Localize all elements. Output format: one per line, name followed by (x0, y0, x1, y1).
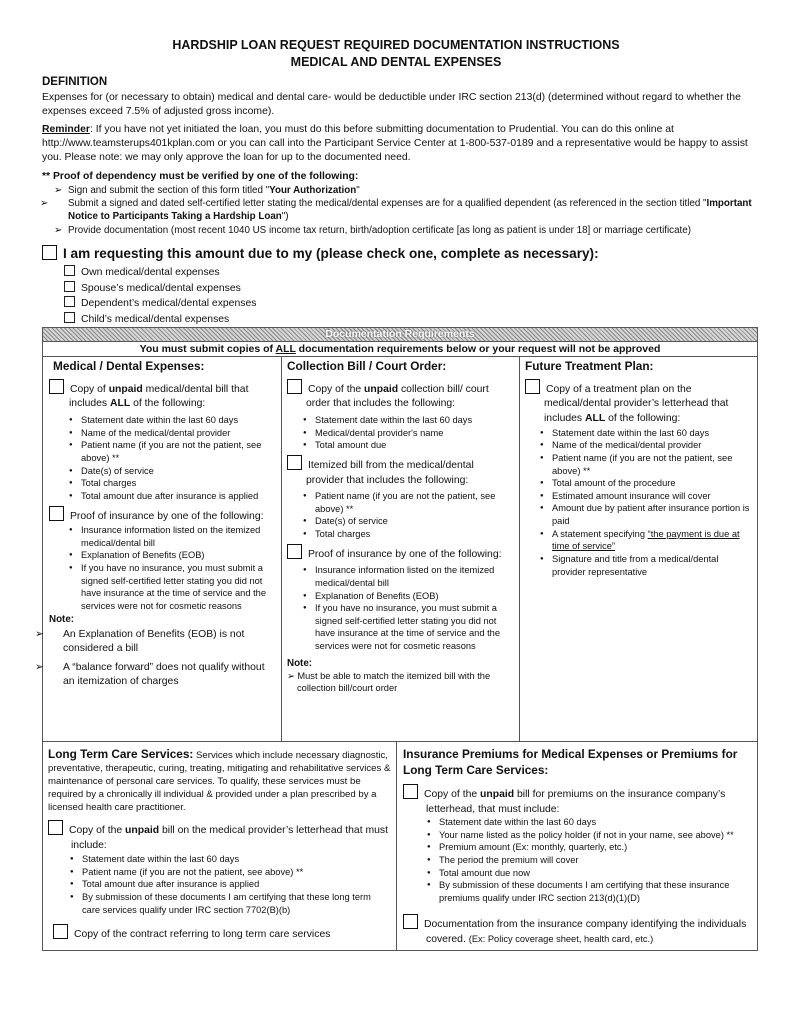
medical-proof: Proof of insurance by one of the following: (49, 506, 277, 525)
collection-itemized-bullets: ● Patient name (if you are not the patient, see above) ** ● Date(s) of service ● Total charges (303, 490, 513, 541)
medical-includes: includes ALL of the following: (69, 398, 206, 410)
arrow-icon: ➢ (54, 224, 63, 236)
long-term-care-copy: Copy of the unpaid bill on the medical provider’s letterhead that must include: (48, 820, 415, 853)
long-term-care-contract: Copy of the contract referring to long term care services (53, 924, 330, 943)
option-child[interactable]: Child’s medical/dental expenses (64, 312, 256, 328)
checkbox[interactable] (49, 379, 64, 394)
premiums-documentation: Documentation from the insurance company identifying the individuals covered. (Ex: Policy coverage sheet, health card, etc.) (403, 914, 771, 947)
checkbox[interactable] (49, 506, 64, 521)
medical-copy: Copy of unpaid medical/dental bill that (49, 379, 277, 398)
dependency-list (40, 184, 766, 237)
checkbox[interactable] (64, 281, 75, 292)
checkbox[interactable] (403, 914, 418, 929)
collection-proof-bullets: ● Insurance information listed on the itemized medical/dental bill ● Explanation of Benefits (EOB) ● If you have no insurance, you must submit a signed self-certified letter stating you did not have insurance at the time of service and the services were not for cosmetic reasons (303, 564, 513, 652)
reminder-label: Reminder (42, 124, 90, 135)
long-term-care-bullets: ● Statement date within the last 60 days ● Patient name (if you are not the patient, see above) ** ● Total amount due after insurance is applied ● By submission of these documents I am certifying that these long term care services qualify under IRC section 7702(B)(b) (70, 853, 380, 916)
future-includes: includes ALL of the following: (544, 413, 681, 425)
reminder-text: : If you have not yet initiated the loan, you must do this before submitting documentation to Prudential. You can do this online at http://www.teamsterups401kplan.com or you can call into the Participant Service Center at 1-800-537-0189 and a representative would be happy to assist you. Please note: we may only approve the loan for up to the documented need. (42, 124, 748, 164)
future-bullets: ● Statement date within the last 60 days ● Name of the medical/dental provider ● Patient name (if you are not the patient, see above) ** ● Total amount of the procedure ● Estimated amount insurance will cover ● Amount due by patient after insurance portion is paid ● A statement specifying “the payment is due at time of service” ● Signature and title from a medical/dental provider representative (540, 427, 751, 579)
table-banner: Documentation Requirements (43, 328, 757, 342)
collection-proof: Proof of insurance by one of the following: (287, 544, 513, 563)
checkbox[interactable] (287, 379, 302, 394)
dependency-item-1: ➢ Sign and submit the section of this form titled "Your Authorization" (54, 185, 360, 196)
long-term-care-intro: Long Term Care Services: Services which include necessary diagnostic, preventative, therapeutic, curing, treating, mitigating and rehabilitative services & maintenance of personal care services. To qualify, these services must be required by a chronically ill individual & provided under a plan prescribed by a licensed health care practitioner. (48, 747, 391, 814)
request-options (64, 265, 256, 327)
definition-text: Expenses for (or necessary to obtain) medical and dental care- would be deductible under IRC section 213(d) (determined without regard to whether the expenses exceed 7.5% of adjusted gross income). (42, 92, 741, 118)
table-subheader: You must submit copies of ALL documentation requirements below or your request will not be approved (43, 342, 757, 357)
checkbox[interactable] (64, 296, 75, 307)
collection-heading: Collection Bill / Court Order: (287, 359, 447, 373)
option-own[interactable]: Own medical/dental expenses (64, 265, 256, 281)
document-title: HARDSHIP LOAN REQUEST REQUIRED DOCUMENTATION INSTRUCTIONS (172, 38, 620, 52)
checkbox[interactable] (64, 312, 75, 323)
collection-itemized: Itemized bill from the medical/dental provider that includes the following: (287, 455, 513, 488)
collection-copy: Copy of the unpaid collection bill/ court order that includes the following: (287, 379, 513, 412)
premiums-box (396, 741, 758, 951)
medical-note-2: ➢ A “balance forward” does not qualify without an itemization of charges (35, 661, 265, 688)
checkbox[interactable] (53, 924, 68, 939)
request-checkbox[interactable] (42, 245, 57, 260)
future-copy: Copy of a treatment plan on the medical/dental provider’s letterhead that (525, 379, 751, 412)
checkbox[interactable] (287, 544, 302, 559)
checkbox[interactable] (48, 820, 63, 835)
dependency-heading: ** Proof of dependency must be verified by one of the following: (42, 171, 359, 182)
future-specifying: ● A statement specifying “the payment is due at time of service” (540, 528, 751, 553)
checkbox[interactable] (525, 379, 540, 394)
reminder-paragraph (42, 123, 760, 165)
medical-note-label: Note: (49, 613, 75, 625)
premiums-bullets: ● Statement date within the last 60 days ● Your name listed as the policy holder (if not in your name, see above) ** ● Premium amount (Ex: monthly, quarterly, etc.) ● The period the premium will cover ● Total amount due now ● By submission of these documents I am certifying that these insurance premiums qualify under IRC section 213(d)(1)(D) (427, 816, 749, 904)
future-heading: Future Treatment Plan: (525, 359, 654, 373)
definition-heading: DEFINITION (42, 76, 108, 88)
premiums-heading: Insurance Premiums for Medical Expenses or Premiums for Long Term Care Services: (403, 747, 738, 778)
collection-bullets: ● Statement date within the last 60 days ● Medical/dental provider's name ● Total amount due (303, 414, 513, 452)
checkbox[interactable] (403, 784, 418, 799)
future-column (525, 357, 751, 741)
medical-proof-bullets: ● Insurance information listed on the itemized medical/dental bill ● Explanation of Benefits (EOB) ● If you have no insurance, you must submit a signed self-certified letter stating you did not have insurance at the time of service and the services were not for cosmetic reasons (69, 524, 277, 612)
dependency-item-2: ➢ Submit a signed and dated self-certified letter stating the medical/dental expenses are for a qualified dependent (as referenced in the section titled "Important Notice to Participants Taking a Hardship Loan") (40, 198, 752, 223)
checkbox[interactable] (287, 455, 302, 470)
premiums-copy: Copy of the unpaid bill for premiums on the insurance company’s letterhead, that must include: (403, 784, 766, 817)
collection-note-1: ➢ Must be able to match the itemized bill with the collection bill/court order (287, 670, 491, 694)
medical-bullets: ● Statement date within the last 60 days ● Name of the medical/dental provider ● Patient name (if you are not the patient, see above) ** ● Date(s) of service ● Total charges ● Total amount due after insurance is applied (69, 414, 277, 502)
long-term-care-box (42, 741, 397, 951)
dependency-item-3: ➢ Provide documentation (most recent 1040 US income tax return, birth/adoption certificate [as long as patient is under 18] or marriage certificate) (54, 224, 691, 236)
checkbox[interactable] (64, 265, 75, 276)
collection-column (287, 357, 513, 741)
documentation-table (35, 327, 758, 742)
option-dependent[interactable]: Dependent’s medical/dental expenses (64, 296, 256, 312)
arrow-icon: ➢ (54, 185, 63, 196)
document-subtitle: MEDICAL AND DENTAL EXPENSES (290, 55, 502, 69)
medical-column (35, 357, 277, 741)
option-spouse[interactable]: Spouse’s medical/dental expenses (64, 281, 256, 297)
arrow-icon: ➢ (40, 198, 49, 210)
medical-note-1: ➢ An Explanation of Benefits (EOB) is not considered a bill (35, 628, 245, 655)
medical-heading: Medical / Dental Expenses: (53, 359, 205, 373)
request-heading: I am requesting this amount due to my (please check one, complete as necessary): (42, 245, 599, 263)
collection-note-label: Note: (287, 657, 313, 669)
